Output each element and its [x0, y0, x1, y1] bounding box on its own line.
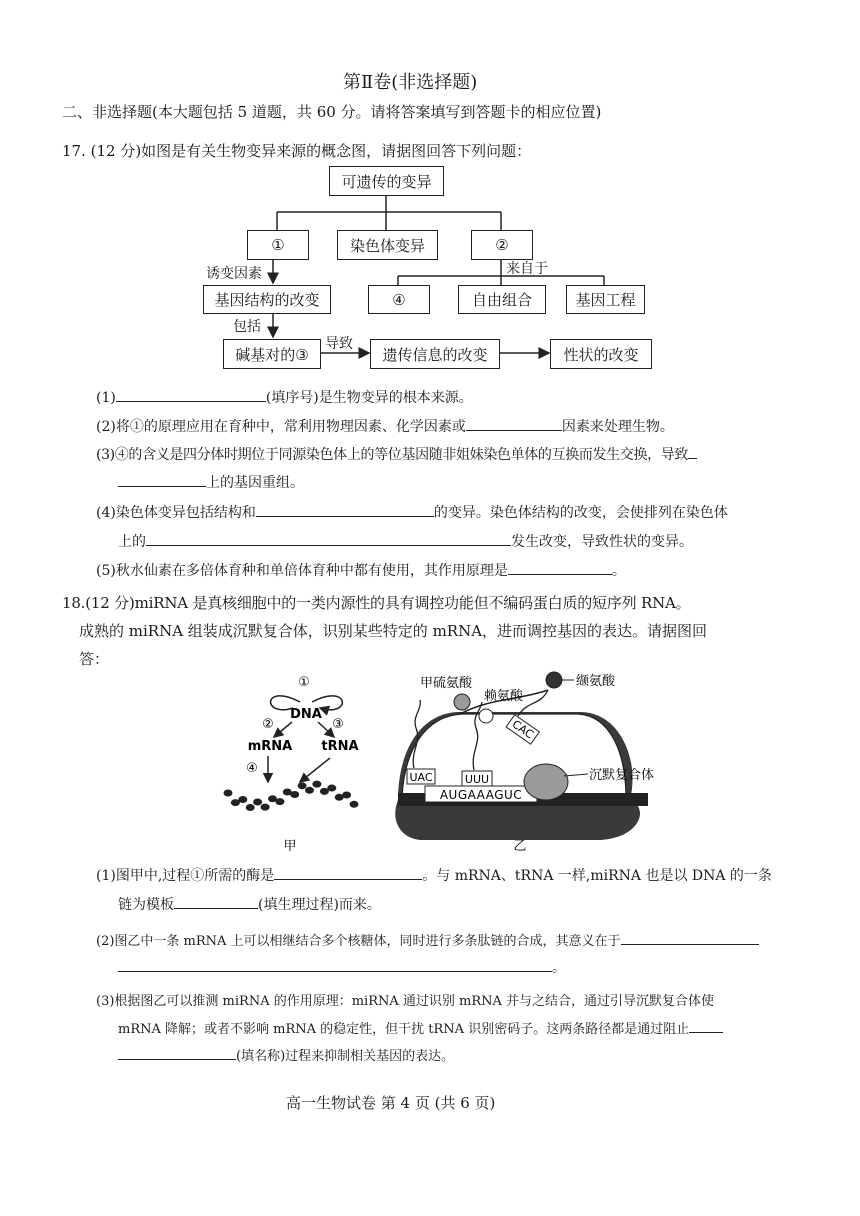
- box-free-combination: 自由组合: [458, 285, 546, 314]
- q18-stem-line3: 答：: [79, 650, 110, 668]
- q17-p2-tail: 因素来处理生物。: [561, 419, 674, 435]
- label-comes-from: 来自于: [506, 261, 548, 277]
- q18-p1-blank-b: [174, 893, 258, 909]
- q17-p2-head: (2)将①的原理应用在育种中，常利用物理因素、化学因素或: [96, 419, 466, 435]
- q17-p4-mid: 的变异。染色体结构的改变，会使排列在染色体: [433, 505, 728, 521]
- box-gene-structure-change: 基因结构的改变: [203, 285, 331, 314]
- label-methionine: 甲硫氨酸: [420, 676, 473, 691]
- q17-p3-tail: 上的基因重组。: [206, 475, 304, 491]
- q17-p5-head: (5)秋水仙素在多倍体育种和单倍体育种中都有使用，其作用原理是: [96, 563, 508, 579]
- label-valine: 缬氨酸: [576, 674, 616, 689]
- q18-p3-blank-b: [118, 1044, 236, 1060]
- fig-jia-n4: ④: [246, 761, 258, 776]
- q17-p4-l2head: 上的: [118, 534, 146, 550]
- lysine-bead: [479, 709, 493, 723]
- q18-p2-blank-a: [621, 929, 759, 945]
- label-lysine: 赖氨酸: [484, 689, 524, 704]
- section-title: 第Ⅱ卷(非选择题): [343, 72, 478, 93]
- label-silencing-complex: 沉默复合体: [589, 768, 655, 783]
- q18-p3-line2: mRNA 降解；或者不影响 mRNA 的稳定性，但干扰 tRNA 识别密码子。这两条路径都是通过阻止: [118, 1022, 690, 1037]
- label-mutagen: 诱变因素: [206, 266, 262, 282]
- silencing-complex: [524, 764, 568, 800]
- q18-p1-blank-a: [274, 864, 422, 880]
- fig-jia-n3: ③: [332, 717, 344, 732]
- section-instruction: 二、非选择题(本大题包括 5 道题，共 60 分。请将答案填写到答题卡的相应位置): [62, 103, 602, 121]
- box-heritable-variation: 可遗传的变异: [329, 166, 444, 196]
- box-2: ②: [471, 230, 533, 260]
- fig-jia-caption: 甲: [283, 839, 297, 854]
- valine-bead: [546, 672, 562, 688]
- q17-p3-line1: (3)④的含义是四分体时期位于同源染色体上的等位基因随非姐妹染色单体的互换而发生交换，导致: [96, 447, 689, 463]
- box-4: ④: [368, 285, 430, 314]
- q18-part1-line2: [118, 893, 381, 914]
- q17-p1-tail: (填序号)是生物变异的根本来源。: [265, 390, 473, 406]
- q17-p4-l2tail: 发生改变，导致性状的变异。: [511, 534, 693, 550]
- q18-part3-line2: [118, 1017, 723, 1037]
- q17-p1-num: (1): [96, 390, 116, 406]
- q18-part3-line1: (3)根据图乙可以推测 miRNA 的作用原理：miRNA 通过识别 mRNA 并与之结合，通过引导沉默复合体使: [96, 994, 715, 1009]
- q18-stem-line2: 成熟的 miRNA 组装成沉默复合体，识别某些特定的 mRNA，进而调控基因的表达。请据图回: [79, 622, 708, 640]
- fig-jia-n2: ②: [262, 717, 274, 732]
- page-footer: 高一生物试卷 第 4 页 (共 6 页): [286, 1094, 496, 1112]
- box-base-pair-3: 碱基对的③: [223, 339, 321, 369]
- q18-part2-line1: [96, 929, 759, 949]
- anticodon-2: UUU: [464, 773, 490, 786]
- box-genetic-engineering: 基因工程: [566, 285, 645, 314]
- methionine-bead: [454, 694, 470, 710]
- label-leads-to: 导致: [325, 336, 353, 352]
- q18-p1-tail: 。与 mRNA、tRNA 一样,miRNA 也是以 DNA 的一条: [422, 868, 772, 884]
- box-1: ①: [247, 230, 309, 260]
- q18-stem-line1: 18.(12 分)miRNA 是真核细胞中的一类内源性的具有调控功能但不编码蛋白质的短序列 RNA。: [62, 594, 691, 612]
- box-trait-change: 性状的改变: [550, 339, 652, 369]
- box-genetic-info-change: 遗传信息的改变: [370, 339, 500, 369]
- label-includes: 包括: [233, 319, 261, 335]
- q17-stem: 17. (12 分)如图是有关生物变异来源的概念图，请据图回答下列问题：: [62, 142, 532, 160]
- q18-p1-l2tail: (填生理过程)而来。: [258, 897, 381, 913]
- mrna-sequence: AUGAAAGUC: [439, 788, 523, 802]
- q18-part3-line3: [118, 1044, 454, 1064]
- anticodon-3: CAC: [509, 717, 536, 742]
- q18-p2-tail: 。: [552, 960, 566, 976]
- anticodon-1: UAC: [409, 771, 433, 784]
- q18-part1-line1: [96, 864, 772, 885]
- box-chromosome-variation: 染色体变异: [337, 230, 438, 260]
- fig-jia-trna: tRNA: [321, 739, 359, 754]
- q18-p3-blank-a: [689, 1017, 723, 1033]
- q17-p4-head: (4)染色体变异包括结构和: [96, 505, 256, 521]
- fig-jia-mrna: mRNA: [247, 739, 293, 754]
- fig-jia-n1: ①: [298, 675, 310, 690]
- fig-yi-caption: 乙: [513, 839, 527, 854]
- q18-p3-tail: (填名称)过程来抑制相关基因的表达。: [236, 1049, 455, 1064]
- q17-p5-tail: 。: [611, 563, 626, 579]
- q18-part2-line2: [118, 956, 566, 977]
- q18-p2-head: (2)图乙中一条 mRNA 上可以相继结合多个核糖体，同时进行多条肽链的合成，其意义在于: [96, 934, 621, 949]
- q18-p1-l2head: 链为模板: [118, 897, 174, 913]
- fig-jia-dna: DNA: [290, 707, 322, 722]
- q18-p2-blank-b: [118, 956, 552, 972]
- q18-p1-head: (1)图甲中,过程①所需的酶是: [96, 868, 275, 884]
